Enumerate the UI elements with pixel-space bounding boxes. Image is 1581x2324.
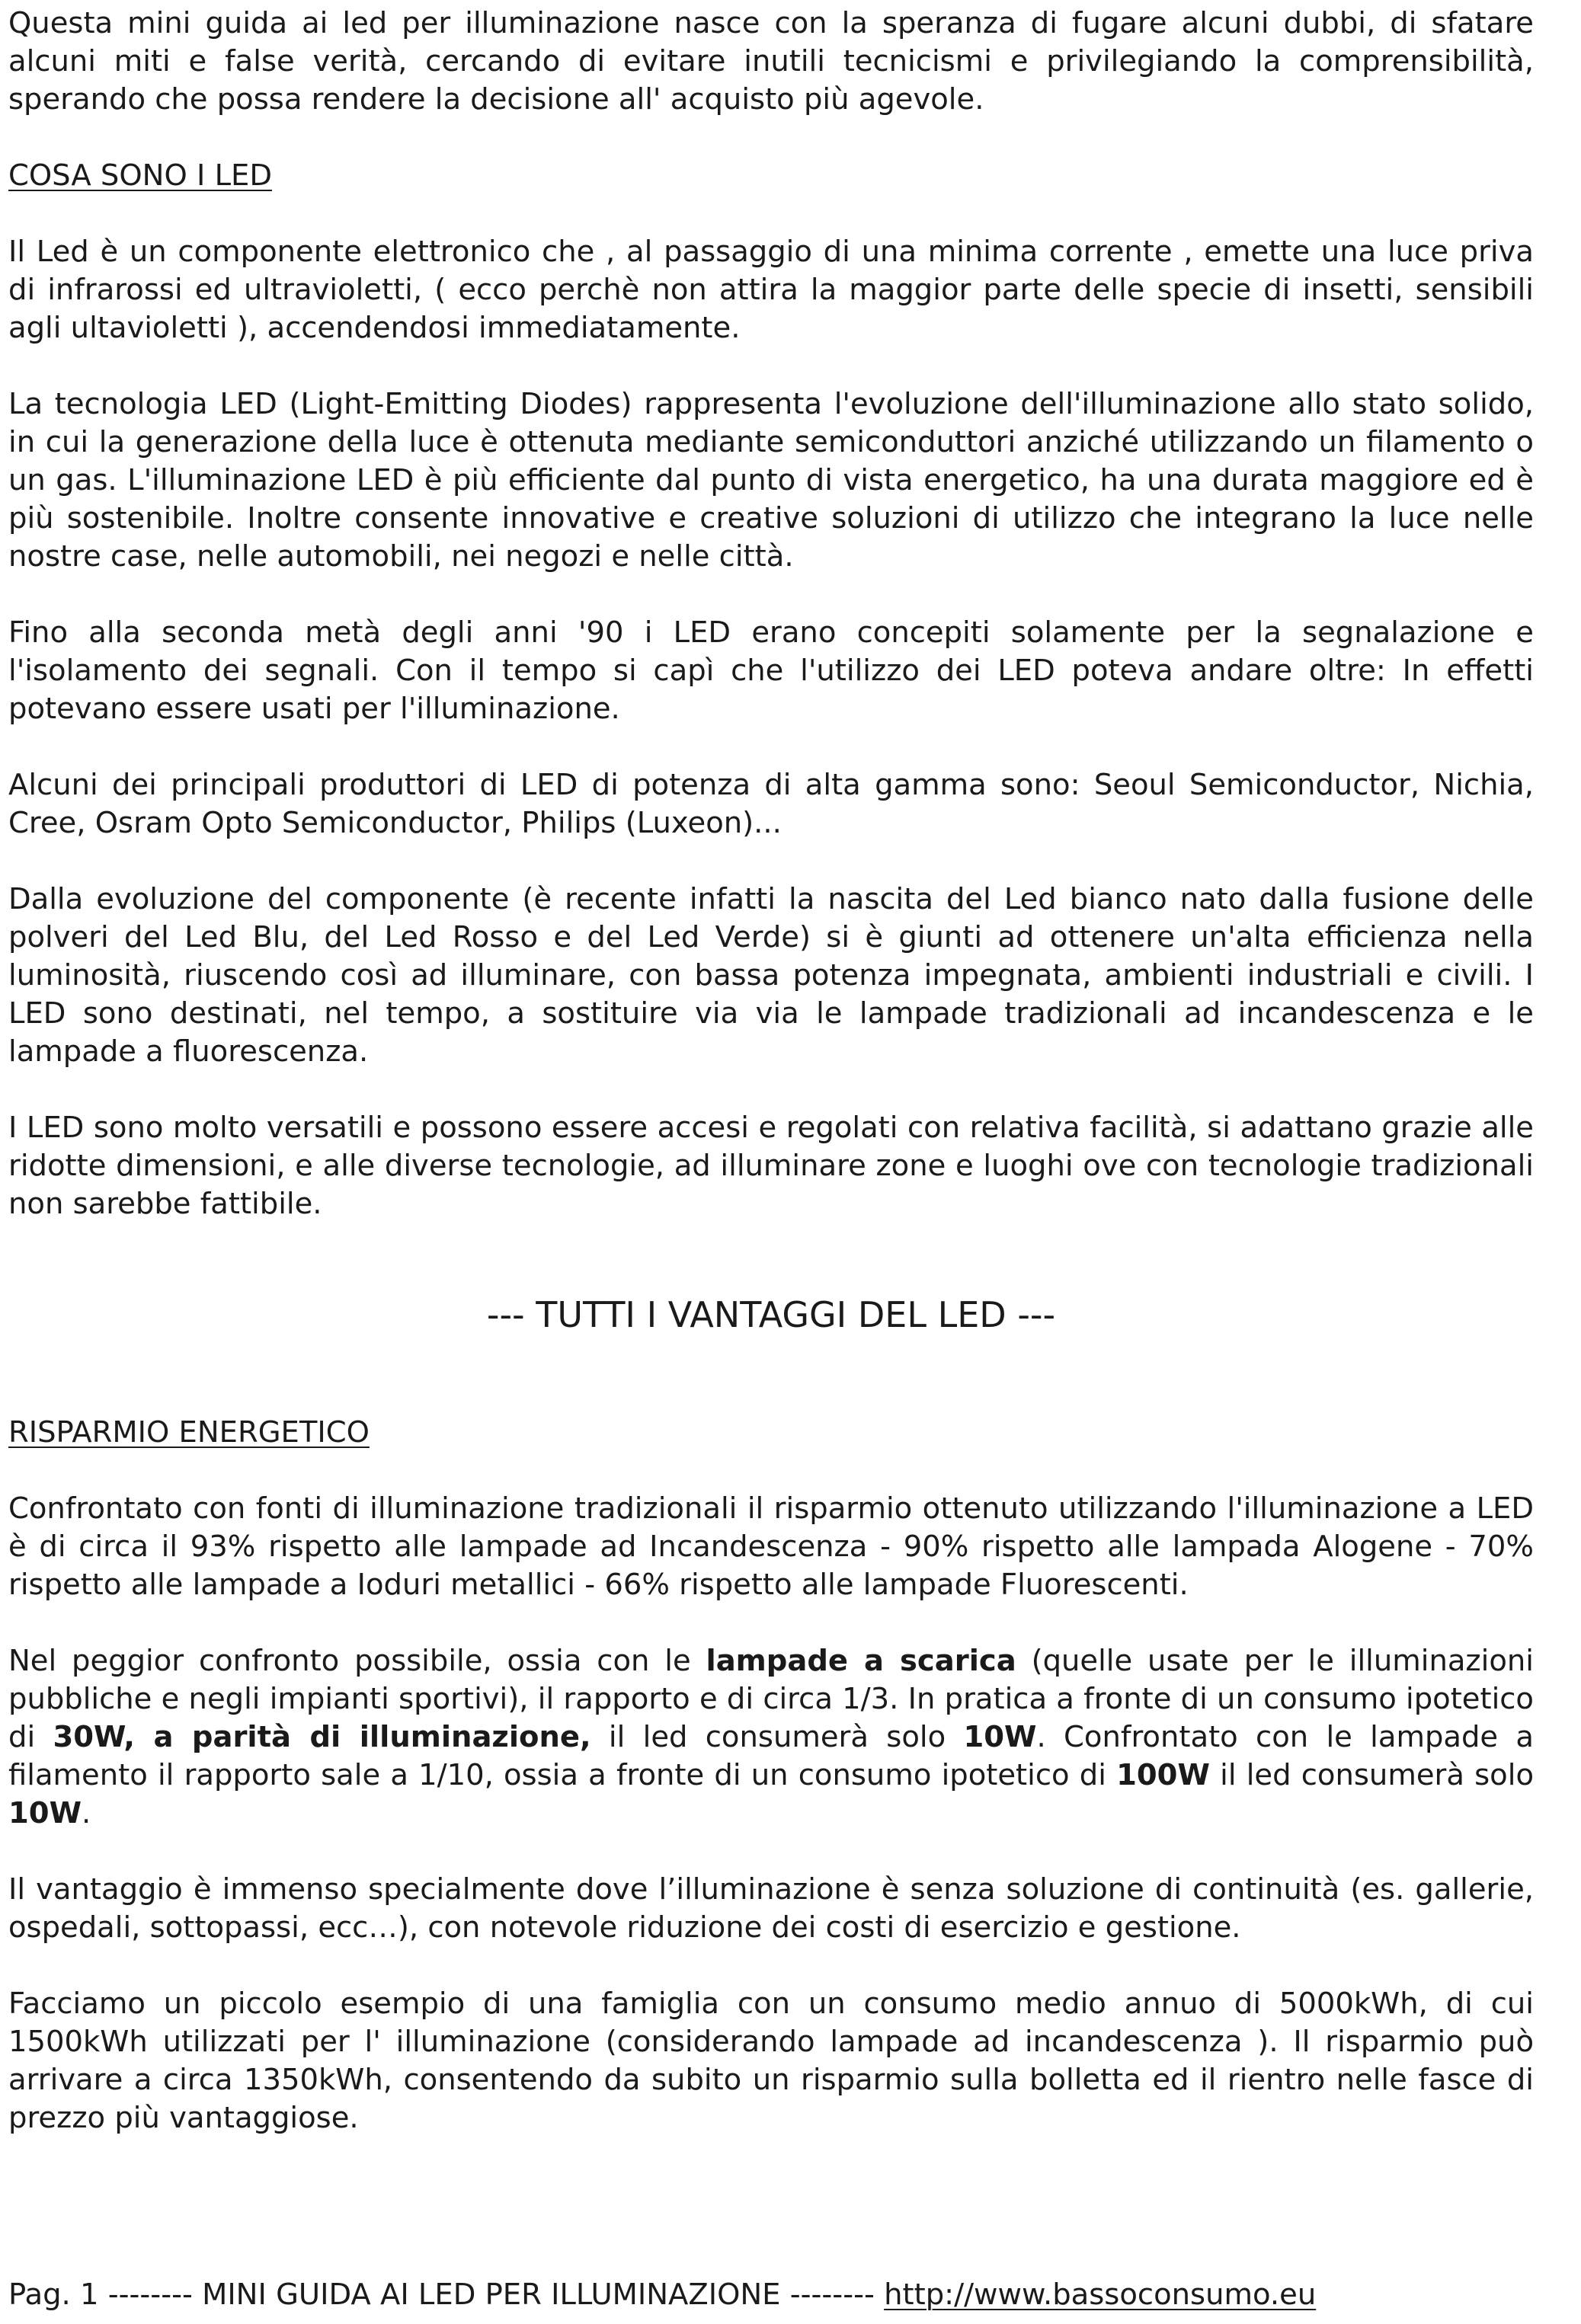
bold-text: 30W, a parità di illuminazione, [53, 1720, 591, 1754]
bold-text: 10W [8, 1796, 82, 1830]
bold-text: lampade a scarica [706, 1644, 1016, 1678]
paragraph: Confrontato con fonti di illuminazione tradizionali il risparmio ottenuto utilizzando l'illuminazione a LED è di circa il 93% rispetto alle lampade ad Incandescenza - 90% rispetto alle lampada Alogene - 70% rispetto alle lampade a Ioduri metallici - 66% rispetto alle lampade Fluorescenti. [8, 1491, 1534, 1602]
paragraph: Il Led è un componente elettronico che , al passaggio di una minima corrente , emette una luce priva di infrarossi ed ultravioletti, ( ecco perchè non attira la maggior parte delle specie di insetti, sensibili agli ultavioletti ), accendendosi immediatamente. [8, 235, 1534, 345]
paragraph: I LED sono molto versatili e possono essere accesi e regolati con relativa facilità, si adattano grazie alle ridotte dimensioni, e alle diverse tecnologie, ad illuminare zone e luoghi ove con tecnologie tradizionali non sarebbe fattibile. [8, 1111, 1534, 1221]
footer-link[interactable]: http://www.bassoconsumo.eu [884, 2278, 1317, 2312]
paragraph: Fino alla seconda metà degli anni '90 i LED erano concepiti solamente per la segnalazione e l'isolamento dei segnali. Con il tempo si capì che l'utilizzo dei LED poteva andare oltre: In effetti potevano essere usati per l'illuminazione. [8, 615, 1534, 726]
page-number: Pag. 1 [8, 2278, 99, 2312]
section-heading-risparmio-energetico: RISPARMIO ENERGETICO [8, 1415, 370, 1450]
footer-title: -------- MINI GUIDA AI LED PER ILLUMINAZIONE -------- [98, 2278, 885, 2312]
paragraph-confronto: Nel peggior confronto possibile, ossia con le lampade a scarica (quelle usate per le illuminazioni pubbliche e negli impianti sportivi), il rapporto e di circa 1/3. In pratica a fronte di un consumo ipotetico di 30W, a parità di illuminazione, il led consumerà solo 10W. Confrontato con le lampade a filamento il rapporto sale a 1/10, ossia a fronte di un consumo ipotetico di 100W il led consumerà solo 10W. [8, 1644, 1534, 1830]
paragraph: Alcuni dei principali produttori di LED di potenza di alta gamma sono: Seoul Semiconductor, Nichia, Cree, Osram Opto Semiconductor, Philips (Luxeon)... [8, 768, 1534, 840]
intro-paragraph: Questa mini guida ai led per illuminazione nasce con la speranza di fugare alcuni dubbi, di sfatare alcuni miti e false verità, cercando di evitare inutili tecnicismi e privilegiando la comprensibilità, sperando che possa rendere la decisione all' acquisto più agevole. [8, 6, 1534, 117]
paragraph: La tecnologia LED (Light-Emitting Diodes) rappresenta l'evoluzione dell'illuminazione allo stato solido, in cui la generazione della luce è ottenuta mediante semiconduttori anziché utilizzando un filamento o un gas. L'illuminazione LED è più efficiente dal punto di vista energetico, ha una durata maggiore ed è più sostenibile. Inoltre consente innovative e creative soluzioni di utilizzo che integrano la luce nelle nostre case, nelle automobili, nei negozi e nelle città. [8, 387, 1534, 574]
bold-text: 100W [1116, 1758, 1210, 1792]
paragraph: Dalla evoluzione del componente (è recente infatti la nascita del Led bianco nato dalla fusione delle polveri del Led Blu, del Led Rosso e del Led Verde) si è giunti ad ottenere un'alta efficienza nella luminosità, riuscendo così ad illuminare, con bassa potenza impegnata, ambienti industriali e civili. I LED sono destinati, nel tempo, a sostituire via via le lampade tradizionali ad incandescenza e le lampade a fluorescenza. [8, 882, 1534, 1069]
paragraph: Facciamo un piccolo esempio di una famiglia con un consumo medio annuo di 5000kWh, di cui 1500kWh utilizzati per l' illuminazione (considerando lampade ad incandescenza ). Il risparmio può arrivare a circa 1350kWh, consentendo da subito un risparmio sulla bolletta ed il rientro nelle fasce di prezzo più vantaggiose. [8, 1987, 1534, 2135]
page-footer [8, 2276, 1534, 2314]
bold-text: 10W [963, 1720, 1037, 1754]
vantaggi-title: --- TUTTI I VANTAGGI DEL LED --- [486, 1294, 1056, 1335]
section-heading-cosa-sono-i-led: COSA SONO I LED [8, 158, 273, 193]
document-page [8, 5, 1534, 2137]
paragraph: Il vantaggio è immenso specialmente dove l’illuminazione è senza soluzione di continuità (es. gallerie, ospedali, sottopassi, ecc…), con notevole riduzione dei costi di esercizio e gestione. [8, 1872, 1534, 1945]
